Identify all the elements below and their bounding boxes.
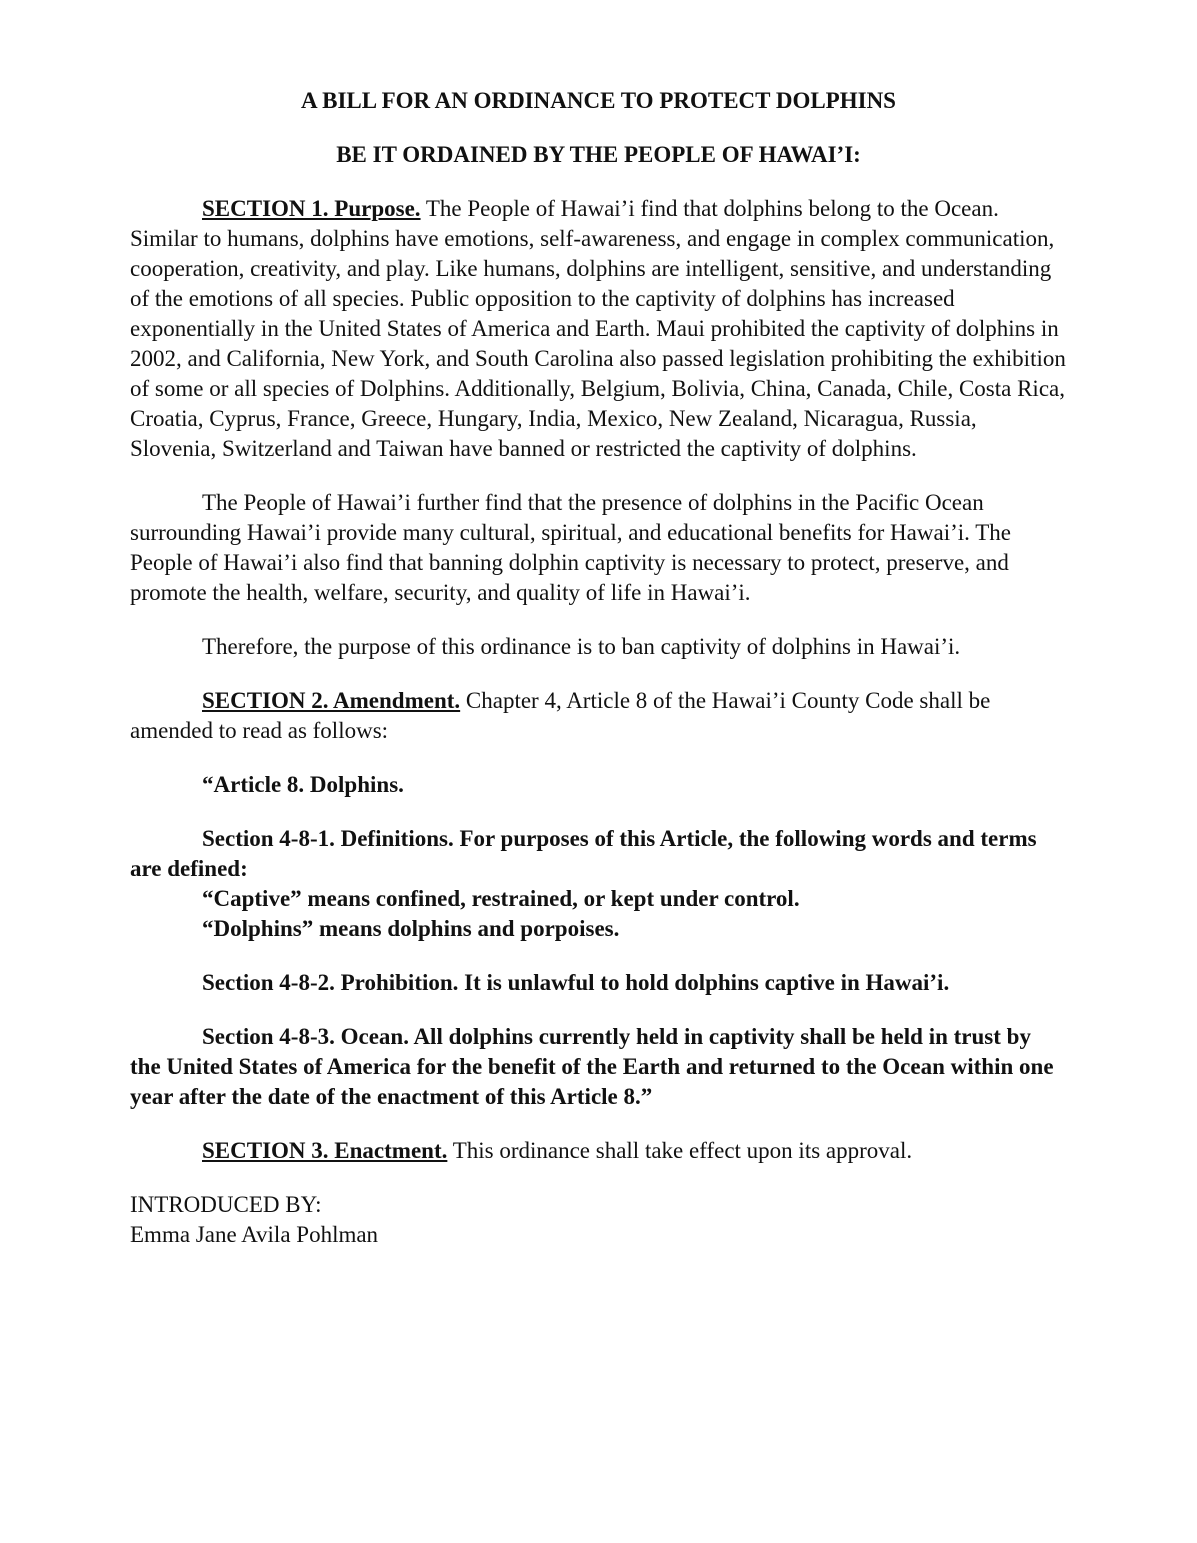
introduced-by-name: Emma Jane Avila Pohlman <box>130 1222 379 1247</box>
definitions-intro: Section 4-8-1. Definitions. For purposes of this Article, the following words and terms are defined: <box>130 826 1037 881</box>
article-title: “Article 8. Dolphins. <box>202 772 404 797</box>
section3-enactment-paragraph <box>130 1136 1067 1166</box>
ocean-section: Section 4-8-3. Ocean. All dolphins currently held in captivity shall be held in trust by the United States of America for the benefit of the Earth and returned to the Ocean within one year after the date of the enactment of this Article 8.” <box>130 1024 1054 1109</box>
section1-heading: SECTION 1. Purpose. <box>202 196 421 221</box>
section2-body: Chapter 4, Article 8 of the Hawai’i County Code shall be amended to read as follows: <box>130 688 991 743</box>
section3-heading: SECTION 3. Enactment. <box>202 1138 448 1163</box>
section1-body: The People of Hawai’i find that dolphins belong to the Ocean. Similar to humans, dolphins have emotions, self-awareness, and engage in complex communication, cooperation, creativity, and play. Like humans, dolphins are intelligent, sensitive, and understanding of the emotions of all species. Public opposition to the captivity of dolphins has increased exponentially in the United States of America and Earth. Maui prohibited the captivity of dolphins in 2002, and California, New York, and South Carolina also passed legislation prohibiting the exhibition of some or all species of Dolphins. Additionally, Belgium, Bolivia, China, Canada, Chile, Costa Rica, Croatia, Cyprus, France, Greece, Hungary, India, Mexico, New Zealand, Nicaragua, Russia, Slovenia, Switzerland and Taiwan have banned or restricted the captivity of dolphins. <box>130 196 1066 461</box>
section2-heading: SECTION 2. Amendment. <box>202 688 461 713</box>
section1-purpose-paragraph <box>130 194 1067 464</box>
section3-body: This ordinance shall take effect upon its approval. <box>447 1138 913 1163</box>
definition-dolphins: “Dolphins” means dolphins and porpoises. <box>202 916 620 941</box>
introduced-by-label: INTRODUCED BY: <box>130 1192 322 1217</box>
section1-paragraph-3: Therefore, the purpose of this ordinance is to ban captivity of dolphins in Hawai’i. <box>202 634 961 659</box>
prohibition-section: Section 4-8-2. Prohibition. It is unlawful to hold dolphins captive in Hawai’i. <box>202 970 950 995</box>
section2-amendment-paragraph <box>130 686 1067 746</box>
enacting-clause: BE IT ORDAINED BY THE PEOPLE OF HAWAI’I: <box>336 142 861 167</box>
definition-captive: “Captive” means confined, restrained, or kept under control. <box>202 886 800 911</box>
document-title: A BILL FOR AN ORDINANCE TO PROTECT DOLPHINS <box>301 88 896 113</box>
section1-paragraph-2: The People of Hawai’i further find that the presence of dolphins in the Pacific Ocean surrounding Hawai’i provide many cultural, spiritual, and educational benefits for Hawai’i. The People of Hawai’i also find that banning dolphin captivity is necessary to protect, preserve, and promote the health, welfare, security, and quality of life in Hawai’i. <box>130 490 1011 605</box>
